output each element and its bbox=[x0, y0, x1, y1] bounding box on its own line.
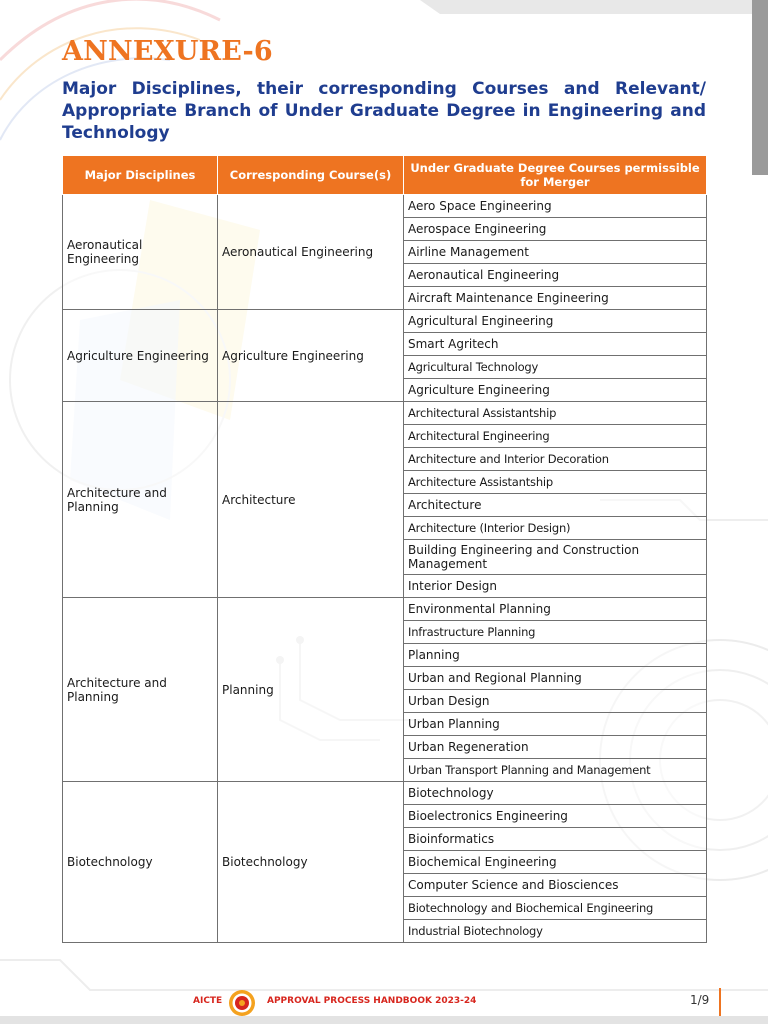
ug-course-cell: Urban Design bbox=[404, 690, 707, 713]
footer-org: AICTE bbox=[193, 996, 223, 1006]
table-row bbox=[63, 782, 707, 805]
ug-course-cell: Urban Transport Planning and Management bbox=[404, 759, 707, 782]
corresponding-course-cell: Biotechnology bbox=[218, 782, 404, 943]
ug-course-cell: Computer Science and Biosciences bbox=[404, 874, 707, 897]
corresponding-course-cell: Agriculture Engineering bbox=[218, 310, 404, 402]
ug-course-cell: Interior Design bbox=[404, 575, 707, 598]
header-corresponding-courses: Corresponding Course(s) bbox=[218, 156, 404, 195]
page-subtitle: Major Disciplines, their corresponding Courses and Relevant/ Appropriate Branch of Under Graduate Degree in Engineering and Technology bbox=[62, 79, 706, 143]
ug-course-cell: Architecture and Interior Decoration bbox=[404, 448, 707, 471]
header-ug-degree-courses: Under Graduate Degree Courses permissible for Merger bbox=[404, 156, 707, 195]
ug-course-cell: Bioelectronics Engineering bbox=[404, 805, 707, 828]
ug-course-cell: Bioinformatics bbox=[404, 828, 707, 851]
ug-course-cell: Agricultural Engineering bbox=[404, 310, 707, 333]
ug-course-cell: Aircraft Maintenance Engineering bbox=[404, 287, 707, 310]
ug-course-cell: Aero Space Engineering bbox=[404, 195, 707, 218]
table-row bbox=[63, 598, 707, 621]
table-header-row bbox=[63, 156, 707, 195]
table-body bbox=[63, 195, 707, 943]
ug-course-cell: Aeronautical Engineering bbox=[404, 264, 707, 287]
annexure-title: ANNEXURE-6 bbox=[62, 36, 273, 67]
ug-course-cell: Urban Regeneration bbox=[404, 736, 707, 759]
corresponding-course-cell: Architecture bbox=[218, 402, 404, 598]
ug-course-cell: Airline Management bbox=[404, 241, 707, 264]
ug-course-cell: Biotechnology and Biochemical Engineering bbox=[404, 897, 707, 920]
ug-course-cell: Architecture (Interior Design) bbox=[404, 517, 707, 540]
footer-handbook-title: APPROVAL PROCESS HANDBOOK 2023-24 bbox=[267, 996, 477, 1006]
ug-course-cell: Urban and Regional Planning bbox=[404, 667, 707, 690]
ug-course-cell: Architectural Assistantship bbox=[404, 402, 707, 425]
ug-course-cell: Industrial Biotechnology bbox=[404, 920, 707, 943]
header-major-disciplines: Major Disciplines bbox=[63, 156, 218, 195]
corresponding-course-cell: Aeronautical Engineering bbox=[218, 195, 404, 310]
disciplines-table bbox=[62, 155, 707, 943]
ug-course-cell: Architecture bbox=[404, 494, 707, 517]
ug-course-cell: Urban Planning bbox=[404, 713, 707, 736]
page-number: 1/9 bbox=[690, 993, 710, 1007]
major-discipline-cell: Architecture and Planning bbox=[63, 402, 218, 598]
ug-course-cell: Architectural Engineering bbox=[404, 425, 707, 448]
table-row bbox=[63, 310, 707, 333]
table-row bbox=[63, 195, 707, 218]
ug-course-cell: Architecture Assistantship bbox=[404, 471, 707, 494]
major-discipline-cell: Aeronautical Engineering bbox=[63, 195, 218, 310]
ug-course-cell: Smart Agritech bbox=[404, 333, 707, 356]
major-discipline-cell: Architecture and Planning bbox=[63, 598, 218, 782]
table-row bbox=[63, 402, 707, 425]
corresponding-course-cell: Planning bbox=[218, 598, 404, 782]
major-discipline-cell: Biotechnology bbox=[63, 782, 218, 943]
ug-course-cell: Agricultural Technology bbox=[404, 356, 707, 379]
major-discipline-cell: Agriculture Engineering bbox=[63, 310, 218, 402]
ug-course-cell: Biochemical Engineering bbox=[404, 851, 707, 874]
aicte-emblem-icon bbox=[228, 989, 256, 1017]
ug-course-cell: Planning bbox=[404, 644, 707, 667]
bottom-strip bbox=[0, 1016, 768, 1024]
ug-course-cell: Infrastructure Planning bbox=[404, 621, 707, 644]
ug-course-cell: Environmental Planning bbox=[404, 598, 707, 621]
ug-course-cell: Aerospace Engineering bbox=[404, 218, 707, 241]
ug-course-cell: Agriculture Engineering bbox=[404, 379, 707, 402]
ug-course-cell: Building Engineering and Construction Management bbox=[404, 540, 707, 575]
ug-course-cell: Biotechnology bbox=[404, 782, 707, 805]
